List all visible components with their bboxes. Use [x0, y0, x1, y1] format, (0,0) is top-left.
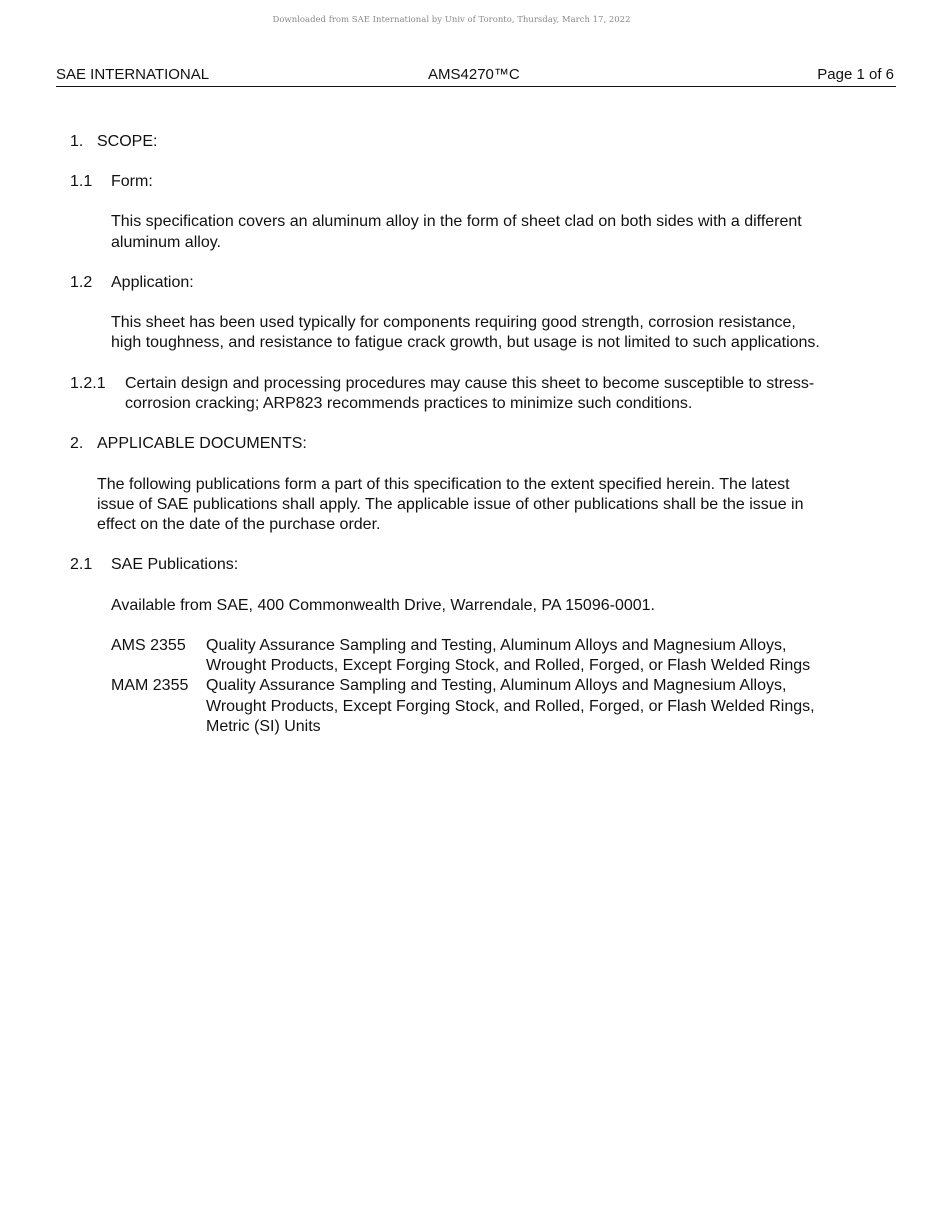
header-document-number: AMS4270™C: [428, 66, 520, 83]
paragraph-line: effect on the date of the purchase order.: [97, 516, 381, 533]
paragraph-line: The following publications form a part of this specification to the extent specified herein. The latest: [97, 476, 790, 493]
reference-title-line: Metric (SI) Units: [206, 718, 321, 735]
reference-title-line: Wrought Products, Except Forging Stock, and Rolled, Forged, or Flash Welded Rings: [206, 657, 811, 674]
section-heading: APPLICABLE DOCUMENTS:: [97, 435, 307, 452]
reference-title-line: Wrought Products, Except Forging Stock, and Rolled, Forged, or Flash Welded Rings,: [206, 698, 815, 715]
paragraph-line: This specification covers an aluminum alloy in the form of sheet clad on both sides with a different: [111, 213, 802, 230]
header-publisher: SAE INTERNATIONAL: [56, 66, 210, 83]
reference-title-line: Quality Assurance Sampling and Testing, Aluminum Alloys and Magnesium Alloys,: [206, 637, 787, 654]
section-heading: Form:: [111, 173, 153, 190]
paragraph-line: This sheet has been used typically for components requiring good strength, corrosion resistance,: [111, 314, 796, 331]
section-number: 1.: [70, 133, 84, 150]
section-number: 2.: [70, 435, 84, 452]
page-header: [56, 66, 896, 87]
section-heading: SAE Publications:: [111, 556, 239, 573]
section-heading: SCOPE:: [97, 133, 158, 150]
paragraph-line: corrosion cracking; ARP823 recommends practices to minimize such conditions.: [125, 395, 693, 412]
reference-title-line: Quality Assurance Sampling and Testing, Aluminum Alloys and Magnesium Alloys,: [206, 677, 787, 694]
section-heading: Application:: [111, 274, 194, 291]
section-number: 1.2.1: [70, 375, 106, 392]
paragraph-line: issue of SAE publications shall apply. The applicable issue of other publications shall be the issue in: [97, 496, 804, 513]
section-number: 1.2: [70, 274, 93, 291]
header-page-number: Page 1 of 6: [817, 66, 894, 83]
paragraph-line: Certain design and processing procedures may cause this sheet to become susceptible to stress-: [125, 375, 815, 392]
paragraph-line: aluminum alloy.: [111, 234, 221, 251]
section-number: 1.1: [70, 173, 93, 190]
paragraph-line: Available from SAE, 400 Commonwealth Drive, Warrendale, PA 15096-0001.: [111, 597, 655, 614]
paragraph-line: high toughness, and resistance to fatigue crack growth, but usage is not limited to such applications.: [111, 334, 820, 351]
reference-code: MAM 2355: [111, 677, 189, 694]
download-watermark: Downloaded from SAE International by Univ of Toronto, Thursday, March 17, 2022: [272, 15, 631, 25]
reference-code: AMS 2355: [111, 637, 186, 654]
section-number: 2.1: [70, 556, 93, 573]
